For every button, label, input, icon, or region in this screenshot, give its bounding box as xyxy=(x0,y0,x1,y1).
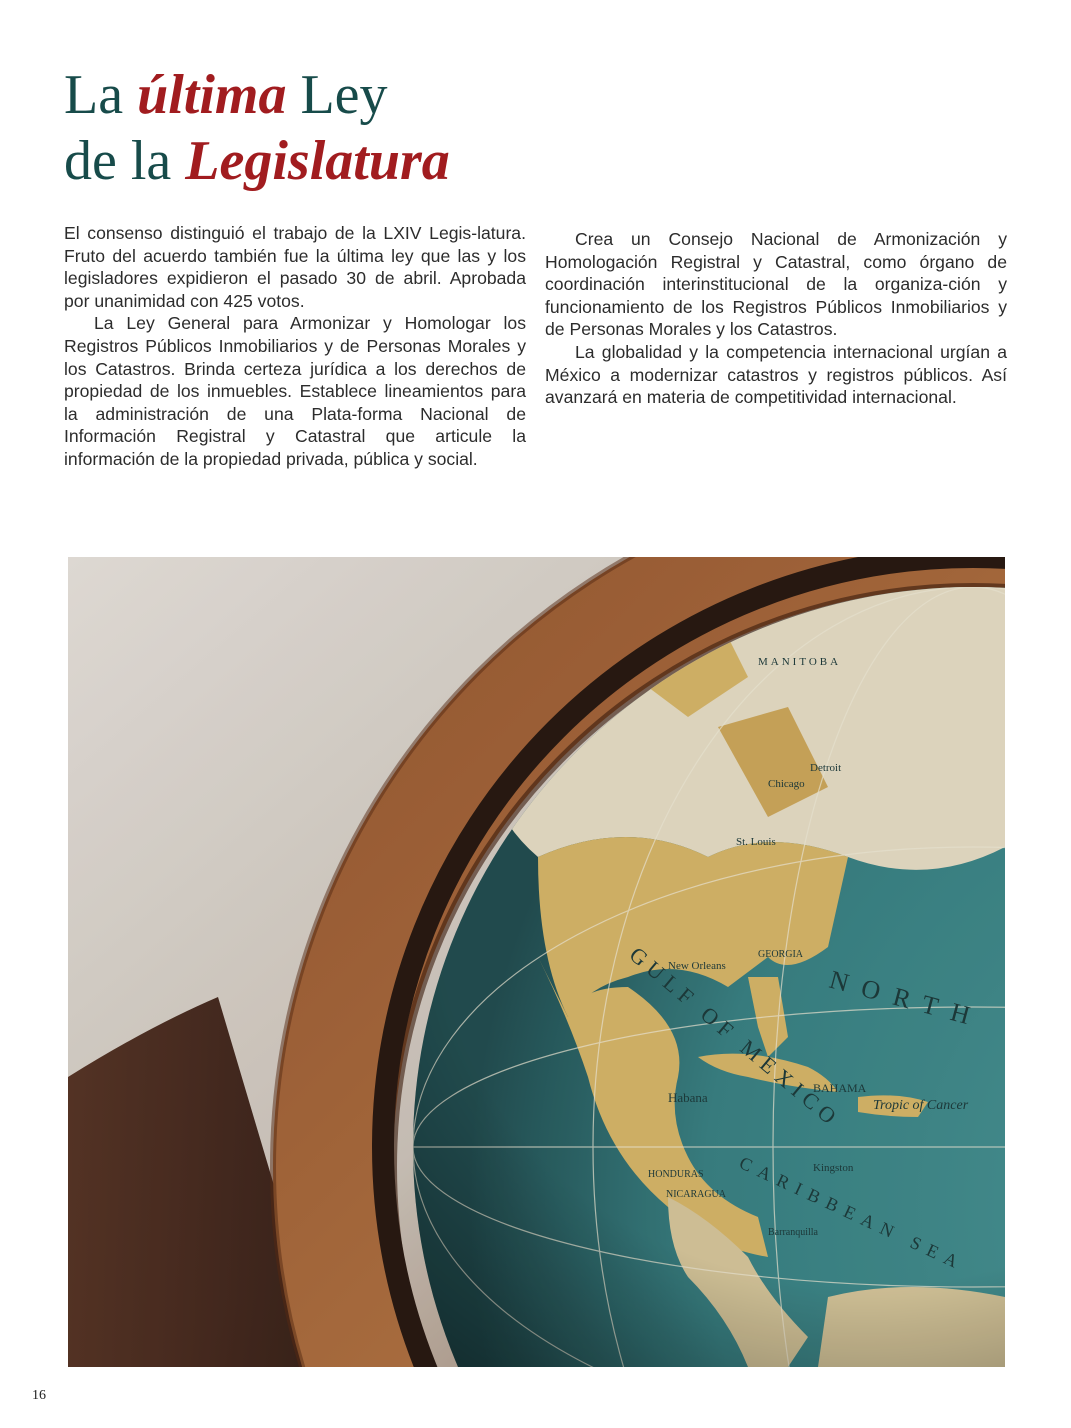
globe-photo xyxy=(68,557,1005,1367)
body-column-left xyxy=(64,222,526,471)
article-title xyxy=(64,62,450,194)
paragraph: El consenso distinguió el trabajo de la LXIV Legis-latura. Fruto del acuerdo también fue la última ley que las y los legisladores expidieron el pasado 30 de abril. Aprobada por unanimidad con 425 votos. xyxy=(64,223,526,311)
title-line-2: de la Legislatura xyxy=(64,130,450,192)
paragraph: La Ley General para Armonizar y Homologar los Registros Públicos Inmobiliarios y de Personas Morales y los Catastros. Brinda certeza jurídica a los derechos de propiedad de los inmuebles. Establece lineamientos para la administración de una Plata-forma Nacional de Información Registral y Catastral que articule la información de la propiedad privada, pública y social. xyxy=(64,313,526,469)
body-column-right xyxy=(545,228,1007,409)
title-line-1: La última Ley xyxy=(64,64,388,126)
title-emphasis-ultima: última xyxy=(137,64,287,126)
paragraph: La globalidad y la competencia internacional urgían a México a modernizar catastros y registros públicos. Así avanzará en materia de competitividad internacional. xyxy=(545,341,1007,408)
title-emphasis-legislatura: Legislatura xyxy=(185,130,450,192)
page-number: 16 xyxy=(32,1388,46,1403)
paragraph: Crea un Consejo Nacional de Armonización y Homologación Registral y Catastral, como órgano de coordinación interinstitucional de la organiza-ción y funcionamiento de los Registros Públicos Inmobiliarios y de Personas Morales y los Catastros. xyxy=(545,229,1007,340)
